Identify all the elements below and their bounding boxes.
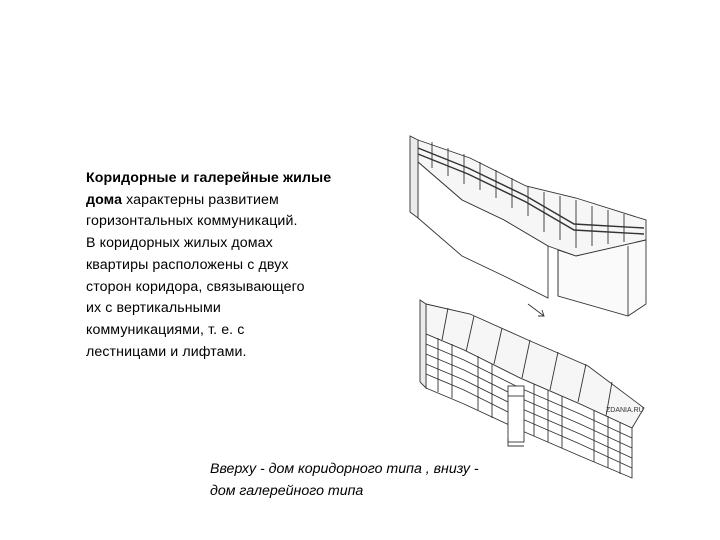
body-line-2 [86, 190, 386, 212]
body-line-9: лестницами и лифтами. [86, 343, 247, 360]
body-line-1: Коридорные и галерейные жилые [86, 170, 332, 186]
body-line-8: коммуникациями, т. е. с [86, 321, 245, 338]
caption-line-1: Вверху - дом коридорного типа , внизу - [210, 461, 479, 477]
body-line-5: квартиры расположены с двух [86, 256, 289, 273]
corridor-building-drawing [410, 136, 646, 316]
figure-caption [210, 459, 540, 502]
body-line-4: В коридорных жилых домах [86, 235, 273, 252]
building-illustration [408, 128, 654, 486]
caption-line-2: дом галерейного типа [210, 482, 364, 499]
watermark: ZDANIA.RU [606, 407, 644, 414]
body-line-6: сторон коридора, связывающего [86, 278, 305, 295]
body-text [86, 168, 386, 363]
body-line-2-rest: характерны развитием [122, 191, 279, 208]
body-line-7: их с вертикальными [86, 300, 221, 317]
body-line-3: горизонтальных коммуникаций. [86, 213, 298, 230]
body-line-2-bold: дома [86, 191, 123, 208]
gallery-building-drawing [420, 300, 644, 478]
